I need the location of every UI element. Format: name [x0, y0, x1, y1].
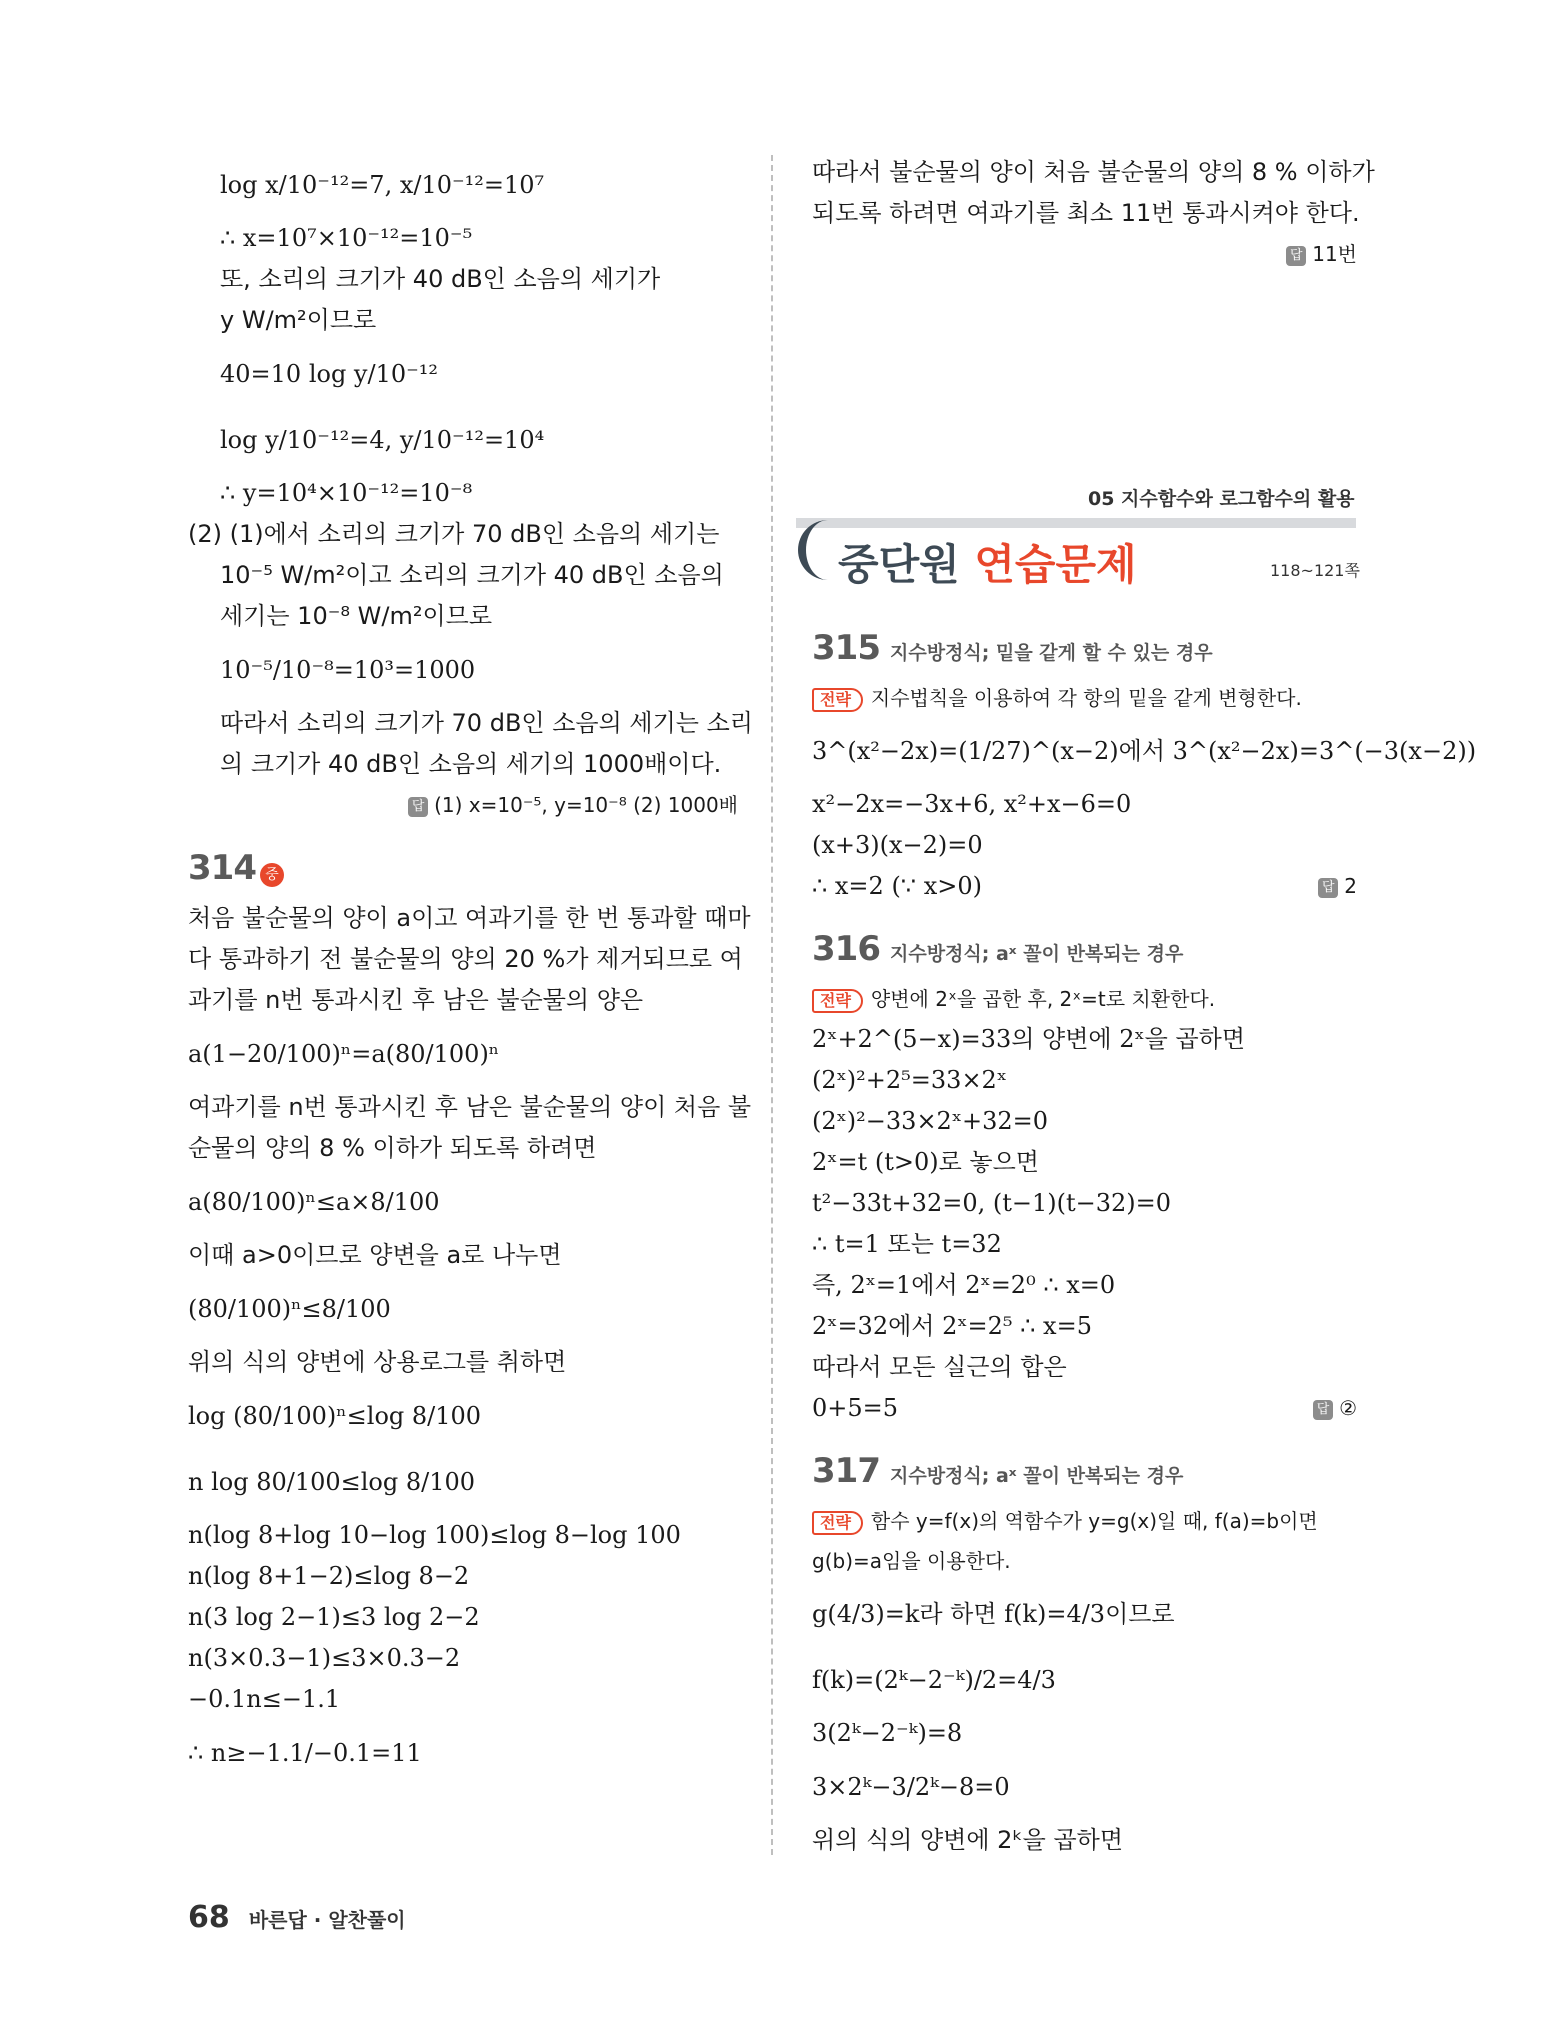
problem-number: 316 [812, 929, 880, 969]
problem-number: 315 [812, 628, 880, 668]
equation-line: g(4/3)=k라 하면 f(k)=4/3이므로 [812, 1600, 1175, 1628]
text-line: 의 크기가 40 dB인 소음의 세기의 1000배이다. [220, 750, 722, 778]
equation-line: t²−33t+32=0, (t−1)(t−32)=0 [812, 1189, 1171, 1217]
text-line: 과기를 n번 통과시킨 후 남은 불순물의 양은 [188, 986, 644, 1014]
equation-line: n log 80/100≤log 8/100 [188, 1468, 476, 1496]
equation-line: n(3×0.3−1)≤3×0.3−2 [188, 1644, 461, 1672]
equation-line: 2ˣ=t (t>0)로 놓으면 [812, 1148, 1039, 1176]
answer-text: ② [1339, 1396, 1357, 1420]
section-title-bracket [798, 520, 836, 580]
problem-header-317 [812, 1451, 1357, 1501]
strategy-line [812, 1501, 1357, 1541]
equation-text: 0+5=5 [812, 1394, 899, 1422]
problem-header-315 [812, 628, 1357, 678]
equation-line: 즉, 2ˣ=1에서 2ˣ=2⁰ ∴ x=0 [812, 1271, 1116, 1299]
equation-line: x²−2x=−3x+6, x²+x−6=0 [812, 790, 1132, 818]
strategy-text: 지수법칙을 이용하여 각 항의 밑을 같게 변형한다. [870, 686, 1302, 710]
text-line: 위의 식의 양변에 상용로그를 취하면 [188, 1348, 567, 1376]
equation-line: log x/10⁻¹²=7, x/10⁻¹²=10⁷ [220, 171, 545, 199]
strategy-tag: 전략 [812, 1511, 863, 1535]
equation-line: (2ˣ)²+2⁵=33×2ˣ [812, 1066, 1007, 1094]
equation-line: ∴ x=10⁷×10⁻¹²=10⁻⁵ [220, 224, 473, 252]
text-line: 10⁻⁵ W/m²이고 소리의 크기가 40 dB인 소음의 [220, 561, 724, 589]
equation-line: log y/10⁻¹²=4, y/10⁻¹²=10⁴ [220, 426, 545, 454]
equation-line: 2ˣ+2^(5−x)=33의 양변에 2ˣ을 곱하면 [812, 1025, 1246, 1053]
text-line: 세기는 10⁻⁸ W/m²이므로 [220, 602, 493, 630]
text-line: 이때 a>0이므로 양변을 a로 나누면 [188, 1241, 562, 1269]
page-number: 68 [188, 1900, 230, 1935]
answer-line [812, 234, 1357, 275]
equation-line: −0.1n≤−1.1 [188, 1685, 341, 1713]
text-line: 여과기를 n번 통과시킨 후 남은 불순물의 양이 처음 불 [188, 1093, 752, 1121]
text-line: y W/m²이므로 [220, 306, 377, 334]
equation-text: ∴ x=2 (∵ x>0) [812, 872, 982, 900]
section-page-range: 118~121쪽 [1270, 561, 1360, 580]
equation-line: 40=10 log y/10⁻¹² [220, 360, 439, 388]
answer-badge: 답 [1313, 1400, 1333, 1420]
equation-line: (80/100)ⁿ≤8/100 [188, 1295, 391, 1323]
page-footer [188, 1900, 406, 1935]
text-line: 또, 소리의 크기가 40 dB인 소음의 세기가 [220, 265, 661, 293]
equation-line: n(3 log 2−1)≤3 log 2−2 [188, 1603, 480, 1631]
equation-line: n(log 8+log 10−log 100)≤log 8−log 100 [188, 1521, 681, 1549]
strategy-line [812, 979, 1357, 1019]
equation-line [812, 1388, 1357, 1429]
equation-line: ∴ y=10⁴×10⁻¹²=10⁻⁸ [220, 479, 473, 507]
problem-topic: 지수방정식; 밑을 같게 할 수 있는 경우 [889, 642, 1213, 664]
equation-line: 3×2ᵏ−3/2ᵏ−8=0 [812, 1773, 1010, 1801]
answer-badge: 답 [408, 797, 428, 817]
book-title: 바른답 · 알찬풀이 [248, 1908, 406, 1932]
equation-line: n(log 8+1−2)≤log 8−2 [188, 1562, 470, 1590]
equation-line: log (80/100)ⁿ≤log 8/100 [188, 1402, 482, 1430]
answer-text: (1) x=10⁻⁵, y=10⁻⁸ (2) 1000배 [434, 793, 738, 817]
problem-topic: 지수방정식; aˣ 꼴이 반복되는 경우 [889, 1465, 1184, 1487]
section-title-part-a: 중단원 [838, 540, 960, 589]
text-line: (2) (1)에서 소리의 크기가 70 dB인 소음의 세기는 [188, 520, 720, 548]
equation-line: ∴ n≥−1.1/−0.1=11 [188, 1739, 422, 1767]
right-column-problems [812, 628, 1477, 1861]
section-label: 05 지수함수와 로그함수의 활용 [1088, 488, 1355, 510]
equation-line: (2ˣ)²−33×2ˣ+32=0 [812, 1107, 1049, 1135]
section-header-bar [796, 518, 1356, 528]
right-column [812, 152, 1375, 275]
equation-line: (x+3)(x−2)=0 [812, 831, 983, 859]
column-divider [771, 155, 773, 1855]
left-column [188, 152, 753, 1786]
text-line: 따라서 소리의 크기가 70 dB인 소음의 세기는 소리 [220, 709, 753, 737]
answer-text: 2 [1344, 874, 1357, 898]
strategy-tag: 전략 [812, 688, 863, 712]
answer-line [188, 785, 738, 826]
text-line: 위의 식의 양변에 2ᵏ을 곱하면 [812, 1826, 1124, 1854]
text-line: 처음 불순물의 양이 a이고 여과기를 한 번 통과할 때마 [188, 904, 751, 932]
text-line: 되도록 하려면 여과기를 최소 11번 통과시켜야 한다. [812, 199, 1360, 227]
problem-header-314 [188, 848, 738, 898]
strategy-text: 함수 y=f(x)의 역함수가 y=g(x)일 때, f(a)=b이면 [870, 1509, 1318, 1533]
equation-line: a(1−20/100)ⁿ=a(80/100)ⁿ [188, 1040, 500, 1068]
section-title [838, 532, 1137, 592]
equation-line: f(k)=(2ᵏ−2⁻ᵏ)/2=4/3 [812, 1666, 1056, 1694]
strategy-text: 양변에 2ˣ을 곱한 후, 2ˣ=t로 치환한다. [870, 987, 1216, 1011]
section-title-part-b: 연습문제 [974, 540, 1137, 589]
problem-number: 317 [812, 1451, 880, 1491]
strategy-line-continued: g(b)=a임을 이용한다. [812, 1549, 1011, 1573]
answer-badge: 답 [1318, 878, 1338, 898]
answer-line [1313, 1388, 1357, 1429]
problem-header-316 [812, 929, 1357, 979]
equation-line: a(80/100)ⁿ≤a×8/100 [188, 1188, 440, 1216]
strategy-tag: 전략 [812, 989, 863, 1013]
text-line: 따라서 모든 실근의 합은 [812, 1353, 1067, 1381]
answer-text: 11번 [1312, 242, 1357, 266]
text-line: 따라서 불순물의 양이 처음 불순물의 양의 8 % 이하가 [812, 158, 1375, 186]
equation-line [812, 866, 1357, 907]
text-line: 다 통과하기 전 불순물의 양의 20 %가 제거되므로 여 [188, 945, 743, 973]
strategy-line [812, 678, 1357, 718]
equation-line: ∴ t=1 또는 t=32 [812, 1230, 1002, 1258]
problem-topic: 지수방정식; aˣ 꼴이 반복되는 경우 [889, 943, 1184, 965]
equation-line: 2ˣ=32에서 2ˣ=2⁵ ∴ x=5 [812, 1312, 1092, 1340]
answer-badge: 답 [1286, 246, 1306, 266]
problem-number: 314 [188, 848, 256, 888]
answer-line [1318, 866, 1357, 907]
difficulty-badge: 중 [260, 863, 284, 887]
equation-line: 3(2ᵏ−2⁻ᵏ)=8 [812, 1719, 963, 1747]
text-line: 순물의 양의 8 % 이하가 되도록 하려면 [188, 1134, 597, 1162]
equation-line: 3^(x²−2x)=(1/27)^(x−2)에서 3^(x²−2x)=3^(−3(x−2)) [812, 737, 1477, 765]
equation-line: 10⁻⁵/10⁻⁸=10³=1000 [220, 656, 476, 684]
